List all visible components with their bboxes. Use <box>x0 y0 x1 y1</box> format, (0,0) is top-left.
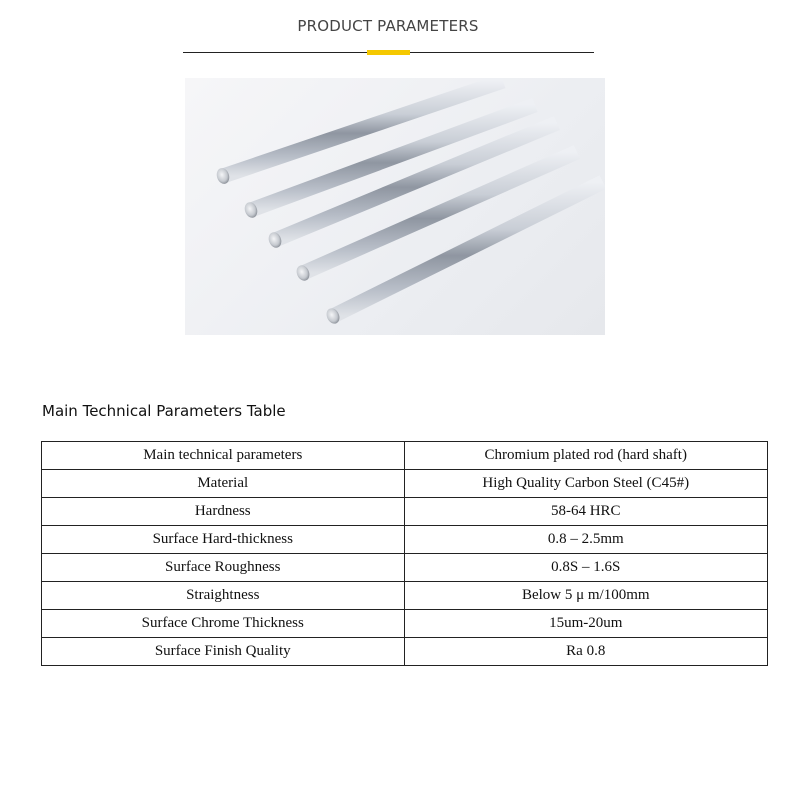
param-value: 58-64 HRC <box>404 498 768 526</box>
table-row <box>42 582 768 610</box>
param-value: Below 5 μ m/100mm <box>404 582 768 610</box>
param-value: High Quality Carbon Steel (C45#) <box>404 470 768 498</box>
table-row <box>42 554 768 582</box>
table-row <box>42 470 768 498</box>
table-row <box>42 442 768 470</box>
param-value: 0.8S – 1.6S <box>404 554 768 582</box>
param-value: Chromium plated rod (hard shaft) <box>404 442 768 470</box>
param-name: Hardness <box>42 498 405 526</box>
parameters-table <box>41 441 768 666</box>
steel-rods-illustration <box>185 78 605 335</box>
table-row <box>42 638 768 666</box>
header-accent-bar <box>367 50 410 55</box>
table-row <box>42 610 768 638</box>
param-name: Surface Hard-thickness <box>42 526 405 554</box>
param-name: Main technical parameters <box>42 442 405 470</box>
param-name: Surface Finish Quality <box>42 638 405 666</box>
param-value: Ra 0.8 <box>404 638 768 666</box>
table-row <box>42 498 768 526</box>
table-row <box>42 526 768 554</box>
param-name: Material <box>42 470 405 498</box>
section-title: Main Technical Parameters Table <box>42 402 286 420</box>
param-name: Surface Roughness <box>42 554 405 582</box>
param-name: Surface Chrome Thickness <box>42 610 405 638</box>
page-title: PRODUCT PARAMETERS <box>297 17 479 35</box>
param-name: Straightness <box>42 582 405 610</box>
param-value: 15um-20um <box>404 610 768 638</box>
param-value: 0.8 – 2.5mm <box>404 526 768 554</box>
product-photo <box>185 78 605 335</box>
